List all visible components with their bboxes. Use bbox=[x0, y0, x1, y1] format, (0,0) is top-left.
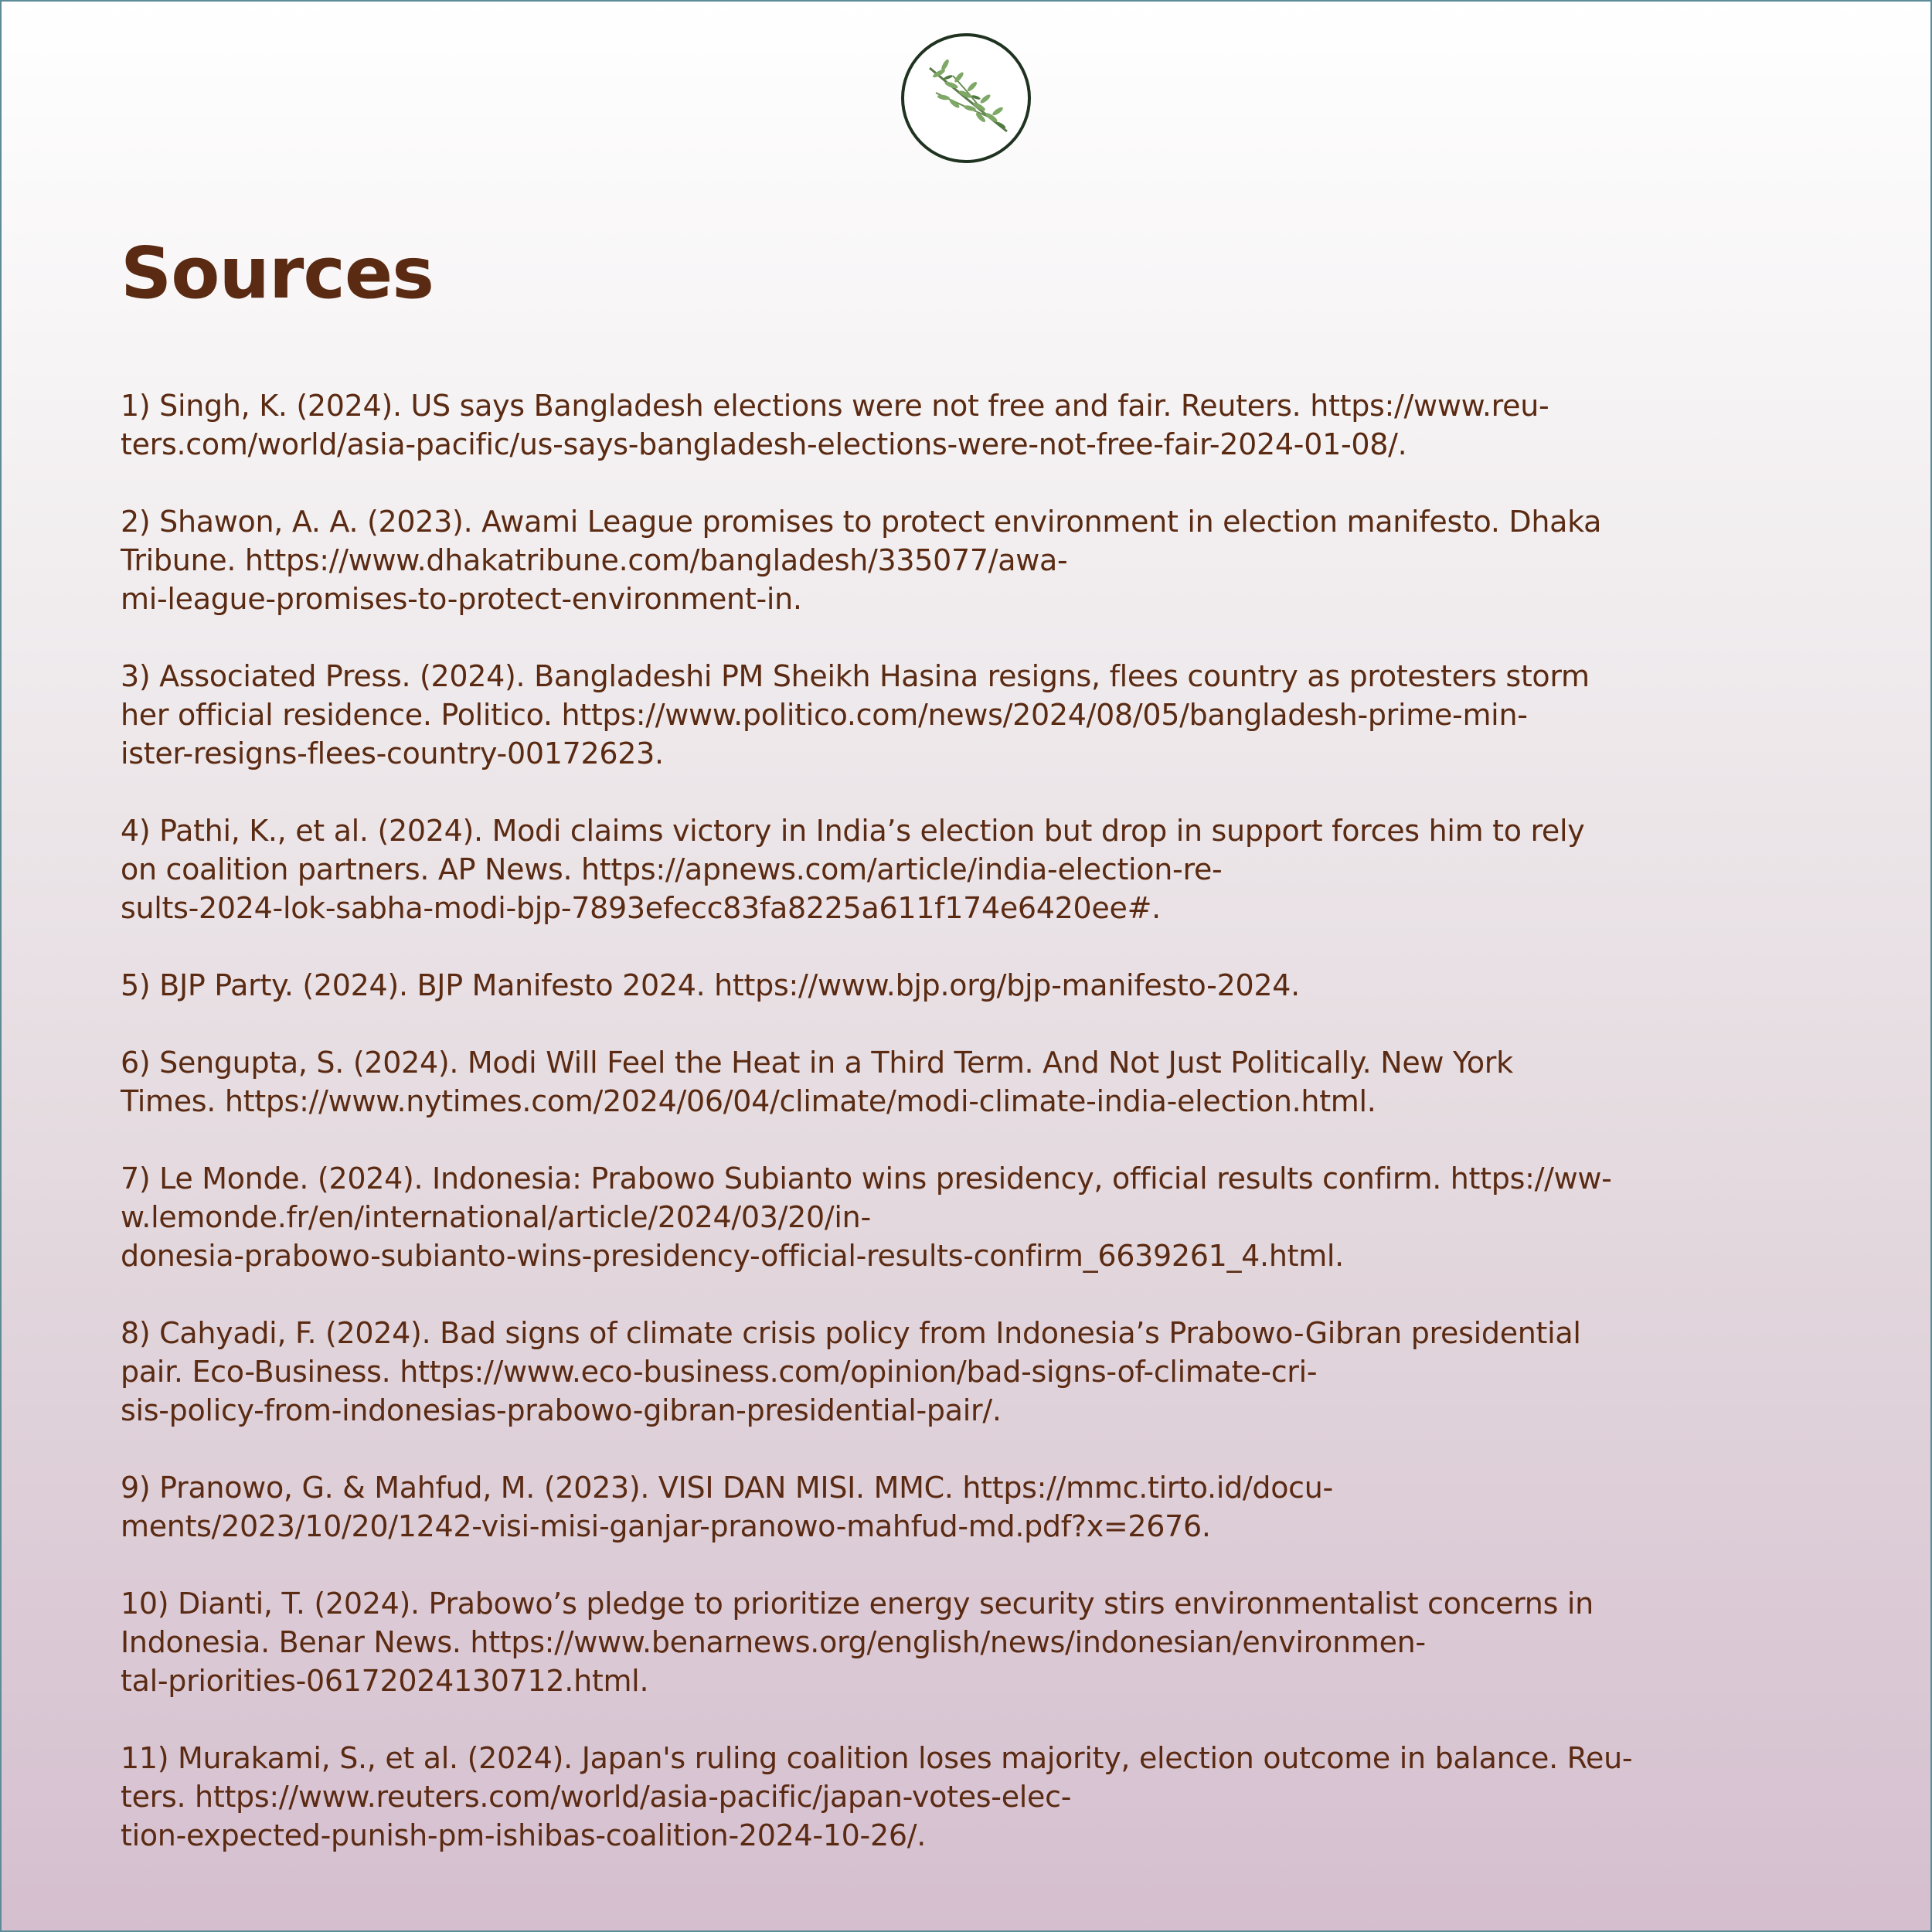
source-line: 1) Singh, K. (2024). US says Bangladesh elections were not free and fair. Reuters. https://www.reu- bbox=[121, 389, 1549, 423]
source-item bbox=[121, 1739, 1790, 1855]
source-line: 6) Sengupta, S. (2024). Modi Will Feel the Heat in a Third Term. And Not Just Politically. New York bbox=[121, 1046, 1513, 1080]
herb-sprig-icon bbox=[899, 31, 1033, 165]
source-line: ments/2023/10/20/1242-visi-misi-ganjar-pranowo-mahfud-md.pdf?x=2676. bbox=[121, 1509, 1211, 1543]
source-item bbox=[121, 386, 1790, 464]
source-item bbox=[121, 1468, 1790, 1546]
source-line: ters. https://www.reuters.com/world/asia-pacific/japan-votes-elec- bbox=[121, 1780, 1072, 1814]
source-line: ister-resigns-flees-country-00172623. bbox=[121, 736, 664, 770]
source-line: 3) Associated Press. (2024). Bangladeshi PM Sheikh Hasina resigns, flees country as protesters storm bbox=[121, 659, 1590, 693]
source-line: Tribune. https://www.dhakatribune.com/bangladesh/335077/awa- bbox=[121, 543, 1068, 577]
source-line: mi-league-promises-to-protect-environment-in. bbox=[121, 582, 802, 616]
source-item bbox=[121, 1043, 1790, 1121]
source-item bbox=[121, 657, 1790, 773]
source-line: sis-policy-from-indonesias-prabowo-gibran-presidential-pair/. bbox=[121, 1393, 1002, 1427]
source-line: w.lemonde.fr/en/international/article/2024/03/20/in- bbox=[121, 1200, 871, 1234]
source-line: 11) Murakami, S., et al. (2024). Japan's ruling coalition loses majority, election outcome in balance. Reu- bbox=[121, 1741, 1633, 1775]
source-line: tal-priorities-06172024130712.html. bbox=[121, 1664, 649, 1698]
source-line: 5) BJP Party. (2024). BJP Manifesto 2024. https://www.bjp.org/bjp-manifesto-2024. bbox=[121, 968, 1300, 1002]
source-item bbox=[121, 966, 1790, 1005]
source-line: 4) Pathi, K., et al. (2024). Modi claims victory in India’s election but drop in support forces him to rely bbox=[121, 814, 1585, 848]
source-line: 10) Dianti, T. (2024). Prabowo’s pledge to prioritize energy security stirs environmentalist concerns in bbox=[121, 1587, 1594, 1621]
source-line: on coalition partners. AP News. https://apnews.com/article/india-election-re- bbox=[121, 852, 1223, 886]
source-line: donesia-prabowo-subianto-wins-presidency-official-results-confirm_6639261_4.html. bbox=[121, 1239, 1344, 1273]
source-line: 9) Pranowo, G. & Mahfud, M. (2023). VISI DAN MISI. MMC. https://mmc.tirto.id/docu- bbox=[121, 1471, 1333, 1505]
source-line: 2) Shawon, A. A. (2023). Awami League promises to protect environment in election manifesto. Dhaka bbox=[121, 505, 1602, 539]
source-item bbox=[121, 1584, 1790, 1700]
source-line: Times. https://www.nytimes.com/2024/06/04/climate/modi-climate-india-election.html. bbox=[121, 1084, 1376, 1118]
source-item bbox=[121, 1314, 1790, 1430]
sources-list bbox=[121, 386, 1790, 1893]
source-line: 7) Le Monde. (2024). Indonesia: Prabowo Subianto wins presidency, official results confirm. https://ww- bbox=[121, 1162, 1612, 1196]
source-line: ters.com/world/asia-pacific/us-says-bangladesh-elections-were-not-free-fair-2024-01-08/. bbox=[121, 427, 1407, 461]
source-line: sults-2024-lok-sabha-modi-bjp-7893efecc83fa8225a611f174e6420ee#. bbox=[121, 891, 1161, 925]
source-item bbox=[121, 502, 1790, 618]
source-line: her official residence. Politico. https://www.politico.com/news/2024/08/05/bangladesh-prime-min- bbox=[121, 698, 1528, 732]
source-line: pair. Eco-Business. https://www.eco-business.com/opinion/bad-signs-of-climate-cri- bbox=[121, 1355, 1318, 1389]
source-item bbox=[121, 1159, 1790, 1275]
source-item bbox=[121, 811, 1790, 927]
source-line: 8) Cahyadi, F. (2024). Bad signs of climate crisis policy from Indonesia’s Prabowo-Gibran presidential bbox=[121, 1316, 1581, 1350]
source-line: tion-expected-punish-pm-ishibas-coalition-2024-10-26/. bbox=[121, 1818, 926, 1852]
page-title: Sources bbox=[121, 232, 434, 315]
source-line: Indonesia. Benar News. https://www.benarnews.org/english/news/indonesian/environmen- bbox=[121, 1625, 1426, 1659]
